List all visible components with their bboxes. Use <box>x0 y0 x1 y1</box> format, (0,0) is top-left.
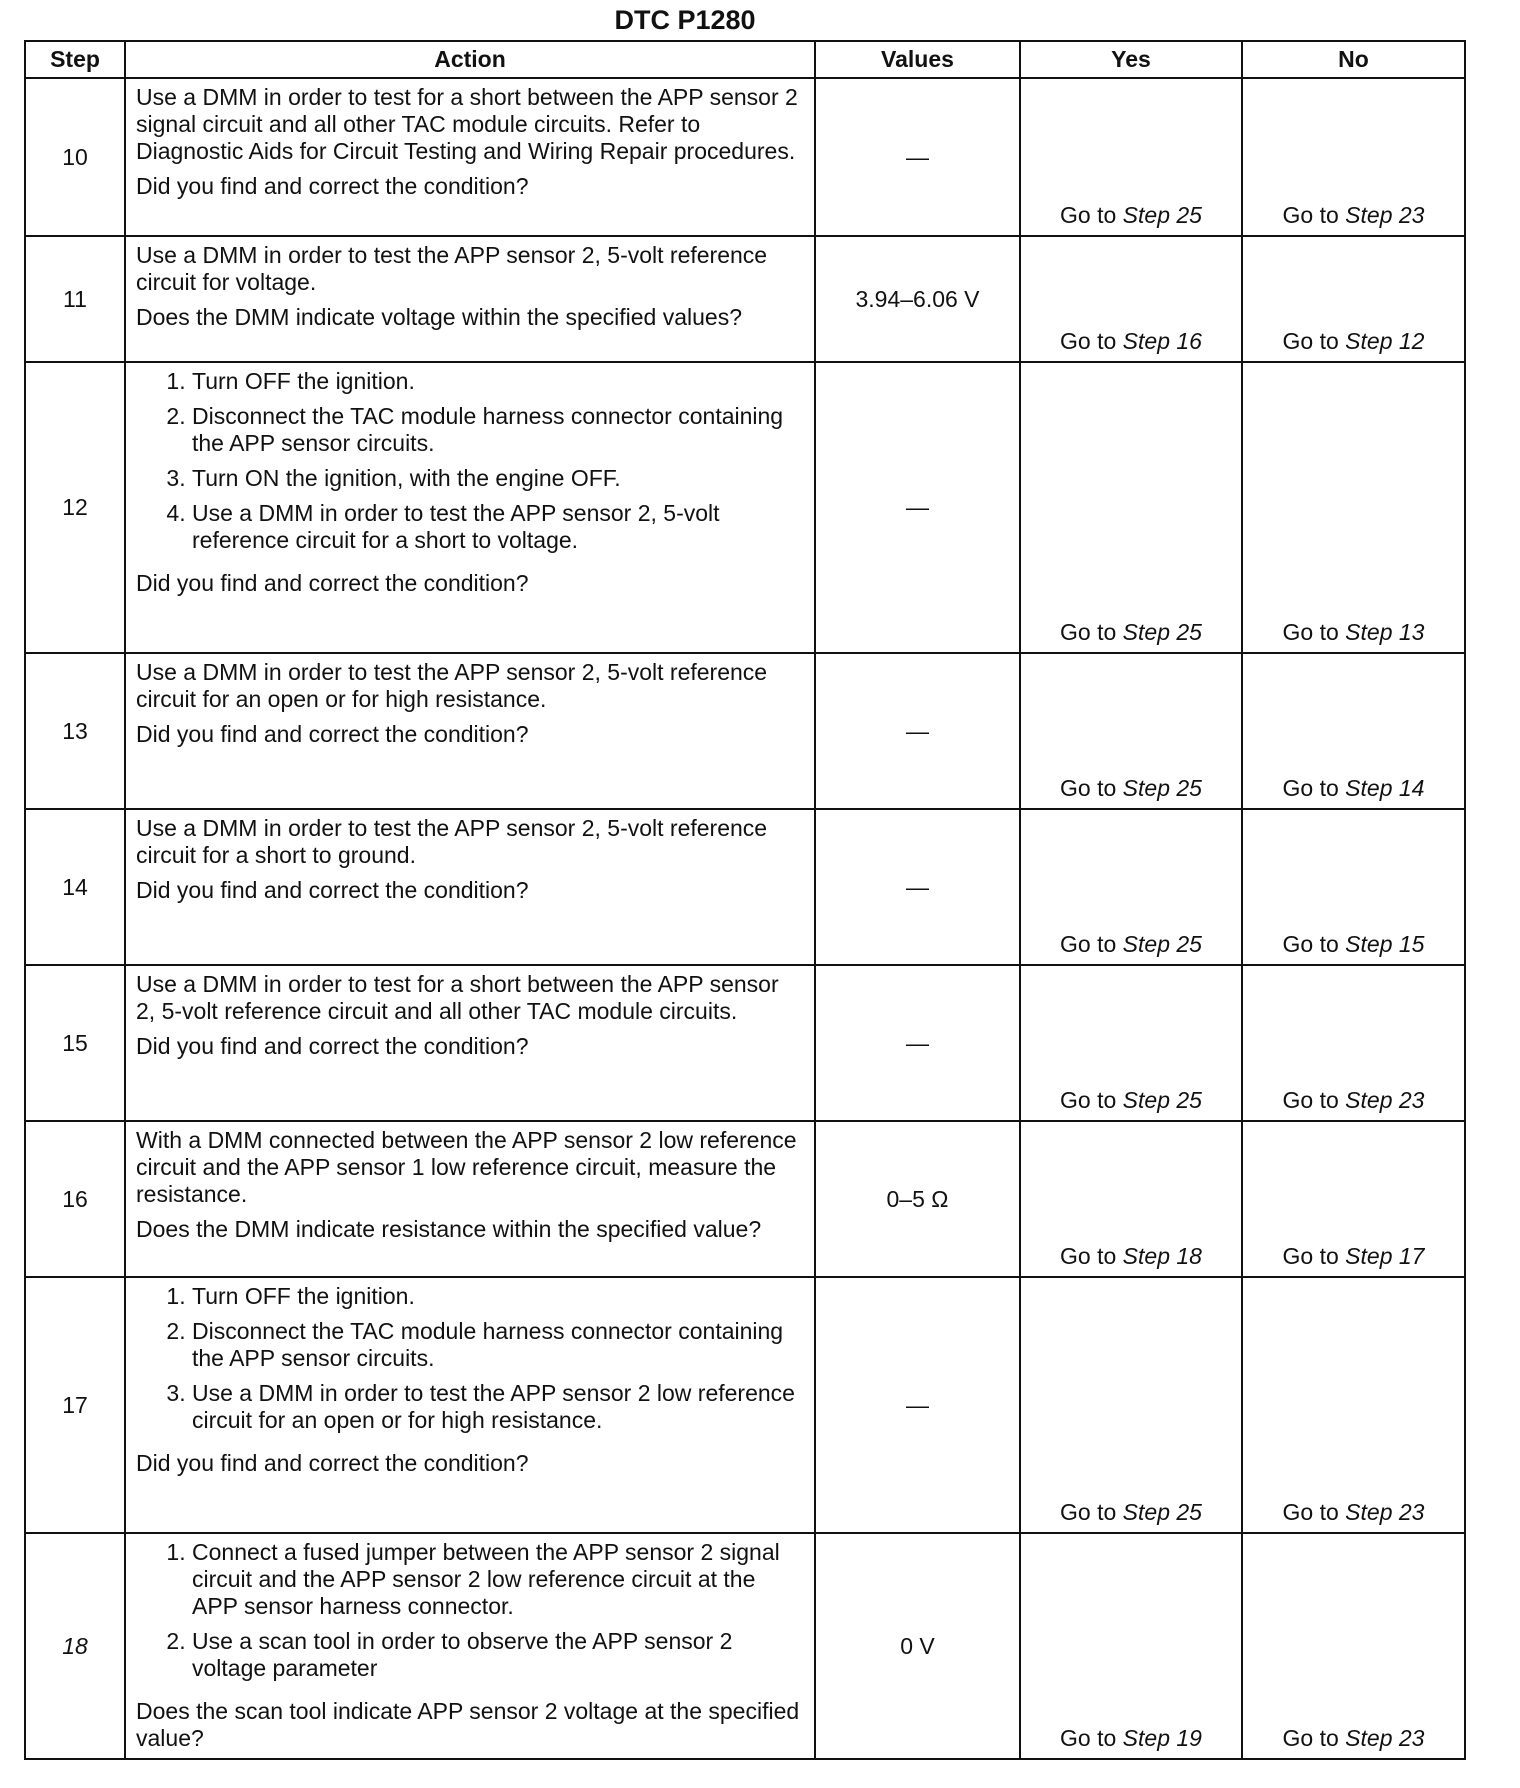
action-text: Use a DMM in order to test the APP sensor 2, 5-volt reference circuit for voltage. <box>136 242 768 295</box>
list-item: 2. Use a scan tool in order to observe the APP sensor 2 voltage parameter <box>192 1628 804 1682</box>
value-cell: — <box>815 965 1020 1121</box>
no-step-link[interactable]: Step 23 <box>1345 1087 1425 1113</box>
action-cell <box>125 965 815 1121</box>
step-number: 17 <box>25 1277 125 1533</box>
page-title: DTC P1280 <box>614 5 756 35</box>
yes-step-link[interactable]: Step 25 <box>1122 931 1202 957</box>
action-question: Did you find and correct the condition? <box>136 721 529 747</box>
table-row <box>25 1533 1465 1759</box>
step-number: 15 <box>25 965 125 1121</box>
action-question: Did you find and correct the condition? <box>136 570 529 596</box>
no-step-link[interactable]: Step 23 <box>1345 202 1425 228</box>
yes-cell: Go to Step 16 <box>1020 236 1242 362</box>
action-text: Use a DMM in order to test the APP sensor 2, 5-volt reference circuit for a short to ground. <box>136 815 768 868</box>
column-header-values: Values <box>815 41 1020 78</box>
value-cell: 3.94–6.06 V <box>815 236 1020 362</box>
value-cell: — <box>815 362 1020 653</box>
no-cell: Go to Step 23 <box>1242 1277 1465 1533</box>
table-row <box>25 965 1465 1121</box>
table-row <box>25 362 1465 653</box>
action-question: Did you find and correct the condition? <box>136 1033 529 1059</box>
list-item: 1. Connect a fused jumper between the APP sensor 2 signal circuit and the APP sensor 2 low reference circuit at the APP sensor harness connector. <box>192 1539 804 1620</box>
step-number: 11 <box>25 236 125 362</box>
column-header-step: Step <box>25 41 125 78</box>
action-cell <box>125 78 815 236</box>
step-number: 13 <box>25 653 125 809</box>
no-cell: Go to Step 23 <box>1242 965 1465 1121</box>
list-item: 2. Disconnect the TAC module harness connector containing the APP sensor circuits. <box>192 403 804 457</box>
no-step-link[interactable]: Step 13 <box>1345 619 1425 645</box>
action-cell <box>125 1277 815 1533</box>
step-number: 10 <box>25 78 125 236</box>
value-cell: — <box>815 78 1020 236</box>
no-step-link[interactable]: Step 12 <box>1345 328 1425 354</box>
step-number: 14 <box>25 809 125 965</box>
no-step-link[interactable]: Step 14 <box>1345 775 1425 801</box>
yes-step-link[interactable]: Step 16 <box>1122 328 1202 354</box>
list-item: 1. Turn OFF the ignition. <box>192 1283 804 1310</box>
table-header-row <box>25 41 1465 78</box>
action-question: Does the scan tool indicate APP sensor 2 voltage at the specified value? <box>136 1698 800 1751</box>
action-text: With a DMM connected between the APP sensor 2 low reference circuit and the APP sensor 1 low reference circuit, measure the resistance. <box>136 1127 797 1207</box>
step-number: 18 <box>25 1533 125 1759</box>
value-cell: — <box>815 653 1020 809</box>
value-cell: 0 V <box>815 1533 1020 1759</box>
diagnostic-table <box>24 40 1466 1760</box>
no-cell: Go to Step 14 <box>1242 653 1465 809</box>
yes-cell: Go to Step 25 <box>1020 965 1242 1121</box>
table-row <box>25 809 1465 965</box>
value-cell: — <box>815 1277 1020 1533</box>
no-cell: Go to Step 13 <box>1242 362 1465 653</box>
yes-step-link[interactable]: Step 25 <box>1122 202 1202 228</box>
table-row <box>25 78 1465 236</box>
yes-cell: Go to Step 18 <box>1020 1121 1242 1277</box>
column-header-action: Action <box>125 41 815 78</box>
list-item: 2. Disconnect the TAC module harness connector containing the APP sensor circuits. <box>192 1318 804 1372</box>
yes-cell: Go to Step 25 <box>1020 1277 1242 1533</box>
no-cell: Go to Step 23 <box>1242 1533 1465 1759</box>
column-header-no: No <box>1242 41 1465 78</box>
action-cell <box>125 653 815 809</box>
list-item: 3. Use a DMM in order to test the APP sensor 2 low reference circuit for an open or for high resistance. <box>192 1380 804 1434</box>
action-text: Use a DMM in order to test for a short between the APP sensor 2, 5-volt reference circuit and all other TAC module circuits. <box>136 971 779 1024</box>
no-cell: Go to Step 12 <box>1242 236 1465 362</box>
yes-step-link[interactable]: Step 25 <box>1122 1087 1202 1113</box>
no-step-link[interactable]: Step 23 <box>1345 1499 1425 1525</box>
column-header-yes: Yes <box>1020 41 1242 78</box>
yes-step-link[interactable]: Step 25 <box>1122 775 1202 801</box>
action-question: Did you find and correct the condition? <box>136 173 529 199</box>
table-row <box>25 653 1465 809</box>
value-cell: — <box>815 809 1020 965</box>
action-question: Did you find and correct the condition? <box>136 1450 529 1476</box>
yes-step-link[interactable]: Step 25 <box>1122 619 1202 645</box>
no-step-link[interactable]: Step 15 <box>1345 931 1425 957</box>
action-text: Use a DMM in order to test the APP sensor 2, 5-volt reference circuit for an open or for high resistance. <box>136 659 768 712</box>
action-cell <box>125 1533 815 1759</box>
no-cell: Go to Step 23 <box>1242 78 1465 236</box>
yes-step-link[interactable]: Step 25 <box>1122 1499 1202 1525</box>
value-cell: 0–5 Ω <box>815 1121 1020 1277</box>
action-cell <box>125 236 815 362</box>
step-number: 16 <box>25 1121 125 1277</box>
no-cell: Go to Step 17 <box>1242 1121 1465 1277</box>
action-steps-list <box>136 368 804 562</box>
yes-cell: Go to Step 25 <box>1020 362 1242 653</box>
yes-cell: Go to Step 25 <box>1020 78 1242 236</box>
action-steps-list <box>136 1539 804 1690</box>
action-cell <box>125 362 815 653</box>
table-row <box>25 1277 1465 1533</box>
table-row <box>25 236 1465 362</box>
action-question: Does the DMM indicate resistance within the specified value? <box>136 1216 762 1242</box>
list-item: 3. Turn ON the ignition, with the engine OFF. <box>192 465 804 492</box>
no-step-link[interactable]: Step 17 <box>1345 1243 1425 1269</box>
step-number: 12 <box>25 362 125 653</box>
table-row <box>25 1121 1465 1277</box>
yes-cell: Go to Step 25 <box>1020 809 1242 965</box>
list-item: 4. Use a DMM in order to test the APP sensor 2, 5-volt reference circuit for a short to voltage. <box>192 500 804 554</box>
yes-cell: Go to Step 19 <box>1020 1533 1242 1759</box>
action-question: Does the DMM indicate voltage within the specified values? <box>136 304 742 330</box>
action-text: Use a DMM in order to test for a short between the APP sensor 2 signal circuit and all other TAC module circuits. Refer to Diagnostic Aids for Circuit Testing and Wiring Repair procedures. <box>136 84 798 164</box>
action-steps-list <box>136 1283 804 1442</box>
yes-step-link[interactable]: Step 19 <box>1122 1725 1202 1751</box>
no-cell: Go to Step 15 <box>1242 809 1465 965</box>
list-item: 1. Turn OFF the ignition. <box>192 368 804 395</box>
action-cell <box>125 1121 815 1277</box>
yes-step-link[interactable]: Step 18 <box>1122 1243 1202 1269</box>
no-step-link[interactable]: Step 23 <box>1345 1725 1425 1751</box>
action-question: Did you find and correct the condition? <box>136 877 529 903</box>
yes-cell: Go to Step 25 <box>1020 653 1242 809</box>
action-cell <box>125 809 815 965</box>
